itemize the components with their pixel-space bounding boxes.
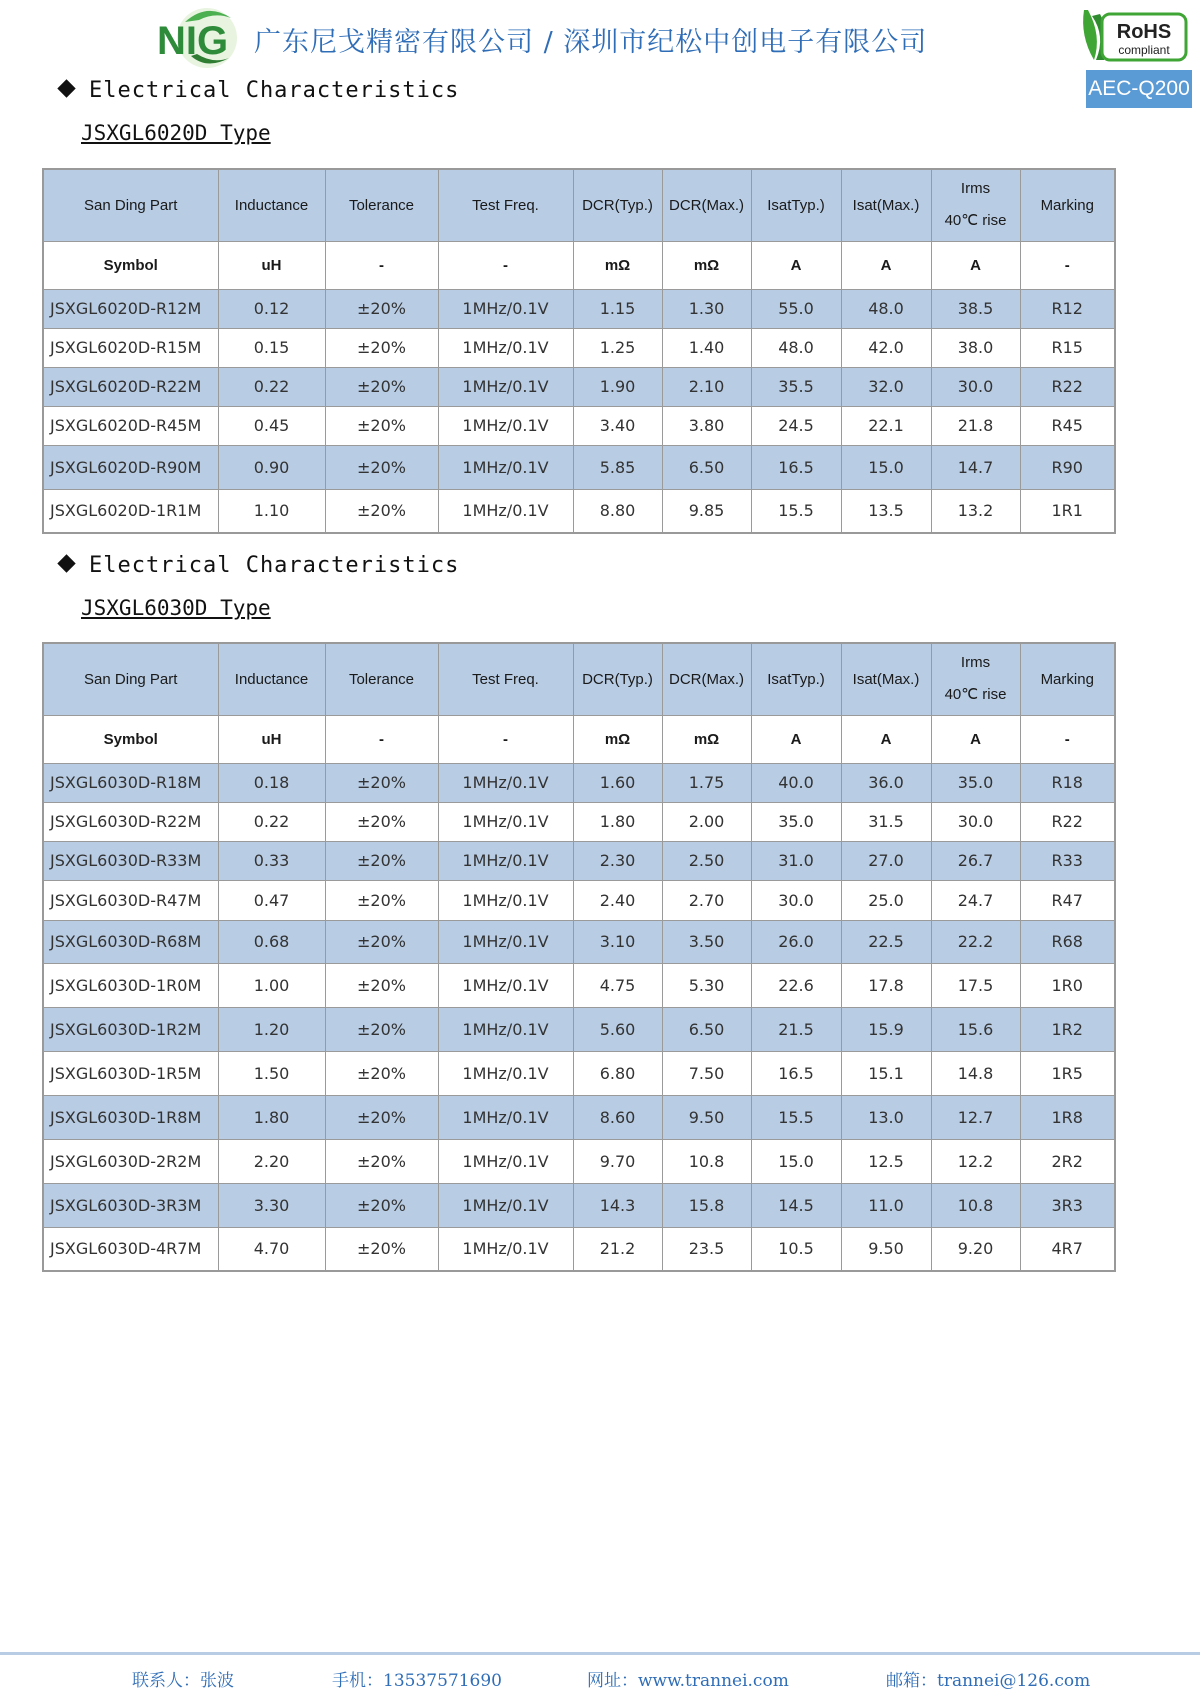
rohs-badge: [1078, 6, 1190, 64]
unit-cell: A: [931, 715, 1020, 763]
table-cell: ±20%: [325, 445, 438, 489]
table-cell: 24.7: [931, 880, 1020, 920]
table-cell: 0.15: [218, 328, 325, 367]
column-header: San Ding Part: [43, 169, 218, 241]
table-cell: 15.5: [751, 489, 841, 533]
table-cell: 15.5: [751, 1095, 841, 1139]
table-cell: 2.40: [573, 880, 662, 920]
table-cell: 4R7: [1020, 1227, 1115, 1271]
table-cell: 1MHz/0.1V: [438, 445, 573, 489]
footer-divider: [0, 1652, 1200, 1655]
table-row: [43, 920, 1115, 963]
unit-cell: mΩ: [573, 241, 662, 289]
table-cell: 1MHz/0.1V: [438, 289, 573, 328]
table-cell: 1R0: [1020, 963, 1115, 1007]
unit-cell: Symbol: [43, 241, 218, 289]
table-cell: 23.5: [662, 1227, 751, 1271]
irms-label: Irms: [960, 654, 991, 672]
table-row: [43, 841, 1115, 880]
table-row: [43, 802, 1115, 841]
table-cell: R15: [1020, 328, 1115, 367]
unit-cell: -: [438, 715, 573, 763]
table-cell: 26.0: [751, 920, 841, 963]
table-cell: 24.5: [751, 406, 841, 445]
table-cell: 1MHz/0.1V: [438, 1051, 573, 1095]
table-cell: 7.50: [662, 1051, 751, 1095]
table-cell: R47: [1020, 880, 1115, 920]
table-cell: R22: [1020, 802, 1115, 841]
table-cell: 1.00: [218, 963, 325, 1007]
footer-website[interactable]: 网址：www.trannei.com: [587, 1671, 789, 1691]
unit-cell: -: [325, 241, 438, 289]
part-number-cell: JSXGL6030D-R18M: [43, 763, 218, 802]
column-header: DCR(Max.): [662, 643, 751, 715]
table-cell: 1.50: [218, 1051, 325, 1095]
table-cell: 35.0: [931, 763, 1020, 802]
table-cell: 9.85: [662, 489, 751, 533]
type-title-2: JSXGL6030D Type: [81, 596, 271, 620]
table-cell: 9.50: [662, 1095, 751, 1139]
column-header: DCR(Max.): [662, 169, 751, 241]
table-cell: 48.0: [751, 328, 841, 367]
table-cell: R90: [1020, 445, 1115, 489]
table-cell: 0.90: [218, 445, 325, 489]
table-cell: 1.75: [662, 763, 751, 802]
company-name: 广东尼戈精密有限公司 / 深圳市纪松中创电子有限公司: [254, 27, 928, 58]
table-cell: 1R8: [1020, 1095, 1115, 1139]
table-cell: R22: [1020, 367, 1115, 406]
table-cell: 9.70: [573, 1139, 662, 1183]
table-cell: 15.0: [751, 1139, 841, 1183]
table-cell: 21.5: [751, 1007, 841, 1051]
table-cell: R45: [1020, 406, 1115, 445]
table-cell: 13.2: [931, 489, 1020, 533]
table-cell: ±20%: [325, 841, 438, 880]
table-cell: 2.10: [662, 367, 751, 406]
table-cell: 3.30: [218, 1183, 325, 1227]
column-header: San Ding Part: [43, 643, 218, 715]
part-number-cell: JSXGL6030D-R68M: [43, 920, 218, 963]
table-cell: 8.60: [573, 1095, 662, 1139]
table-row: [43, 489, 1115, 533]
unit-cell: uH: [218, 241, 325, 289]
column-header: Test Freq.: [438, 169, 573, 241]
table-cell: 17.5: [931, 963, 1020, 1007]
part-number-cell: JSXGL6030D-1R5M: [43, 1051, 218, 1095]
table-cell: ±20%: [325, 367, 438, 406]
table-cell: 3.10: [573, 920, 662, 963]
table-cell: 14.5: [751, 1183, 841, 1227]
unit-cell: A: [751, 241, 841, 289]
column-header: Marking: [1020, 169, 1115, 241]
table-cell: 31.0: [751, 841, 841, 880]
table-cell: ±20%: [325, 406, 438, 445]
table-cell: 2R2: [1020, 1139, 1115, 1183]
type-title-1: JSXGL6020D Type: [81, 121, 271, 145]
table-cell: 2.50: [662, 841, 751, 880]
table-cell: 1MHz/0.1V: [438, 763, 573, 802]
table-cell: 4.70: [218, 1227, 325, 1271]
unit-cell: -: [438, 241, 573, 289]
column-header: IsatTyp.): [751, 169, 841, 241]
table-cell: 3.40: [573, 406, 662, 445]
unit-cell: -: [325, 715, 438, 763]
table-cell: 1MHz/0.1V: [438, 963, 573, 1007]
irms-rise-label: 40℃ rise: [944, 212, 1007, 230]
column-header: Test Freq.: [438, 643, 573, 715]
table-row: [43, 1139, 1115, 1183]
table-cell: 1MHz/0.1V: [438, 328, 573, 367]
table-cell: ±20%: [325, 489, 438, 533]
table-cell: 1MHz/0.1V: [438, 841, 573, 880]
unit-cell: -: [1020, 715, 1115, 763]
table-cell: ±20%: [325, 1095, 438, 1139]
part-number-cell: JSXGL6030D-R22M: [43, 802, 218, 841]
part-number-cell: JSXGL6030D-1R2M: [43, 1007, 218, 1051]
table-cell: R12: [1020, 289, 1115, 328]
table-cell: 38.0: [931, 328, 1020, 367]
table-header-row: [43, 169, 1115, 241]
table-cell: 14.3: [573, 1183, 662, 1227]
part-number-cell: JSXGL6030D-1R8M: [43, 1095, 218, 1139]
table-cell: 26.7: [931, 841, 1020, 880]
table-cell: 2.30: [573, 841, 662, 880]
column-header: Tolerance: [325, 169, 438, 241]
table-cell: 6.80: [573, 1051, 662, 1095]
table-cell: 13.5: [841, 489, 931, 533]
part-number-cell: JSXGL6020D-R22M: [43, 367, 218, 406]
table-cell: 1MHz/0.1V: [438, 367, 573, 406]
column-header: [931, 643, 1020, 715]
table-cell: 1MHz/0.1V: [438, 920, 573, 963]
table-cell: 1.80: [573, 802, 662, 841]
table-cell: 15.8: [662, 1183, 751, 1227]
table-cell: 1.20: [218, 1007, 325, 1051]
part-number-cell: JSXGL6030D-4R7M: [43, 1227, 218, 1271]
column-header: DCR(Typ.): [573, 169, 662, 241]
unit-cell: A: [841, 241, 931, 289]
irms-rise-label: 40℃ rise: [944, 686, 1007, 704]
table-cell: ±20%: [325, 328, 438, 367]
unit-cell: Symbol: [43, 715, 218, 763]
table-cell: 1MHz/0.1V: [438, 1139, 573, 1183]
table-cell: 1MHz/0.1V: [438, 1095, 573, 1139]
table-cell: 6.50: [662, 445, 751, 489]
table-cell: 36.0: [841, 763, 931, 802]
footer-contact: 联系人：张波: [132, 1671, 234, 1691]
table-cell: 6.50: [662, 1007, 751, 1051]
column-header: IsatTyp.): [751, 643, 841, 715]
unit-cell: A: [931, 241, 1020, 289]
table-cell: 1MHz/0.1V: [438, 880, 573, 920]
unit-cell: mΩ: [662, 715, 751, 763]
table-cell: 0.33: [218, 841, 325, 880]
table-cell: 30.0: [931, 802, 1020, 841]
table-row: [43, 1183, 1115, 1227]
table-cell: R68: [1020, 920, 1115, 963]
table-cell: 3R3: [1020, 1183, 1115, 1227]
aec-q200-badge: AEC-Q200: [1086, 70, 1192, 108]
table-cell: 12.2: [931, 1139, 1020, 1183]
table-cell: 0.22: [218, 367, 325, 406]
table-cell: 32.0: [841, 367, 931, 406]
table-cell: 0.12: [218, 289, 325, 328]
part-number-cell: JSXGL6030D-3R3M: [43, 1183, 218, 1227]
unit-cell: -: [1020, 241, 1115, 289]
spec-table-6020d: [42, 168, 1116, 534]
table-row: [43, 963, 1115, 1007]
table-cell: 1.10: [218, 489, 325, 533]
nig-logo: [155, 4, 245, 74]
column-header: DCR(Typ.): [573, 643, 662, 715]
table-cell: 1R2: [1020, 1007, 1115, 1051]
part-number-cell: JSXGL6030D-R47M: [43, 880, 218, 920]
part-number-cell: JSXGL6020D-R45M: [43, 406, 218, 445]
table-cell: 15.1: [841, 1051, 931, 1095]
table-units-row: [43, 715, 1115, 763]
table-cell: 35.5: [751, 367, 841, 406]
table-cell: 5.30: [662, 963, 751, 1007]
table-cell: 15.0: [841, 445, 931, 489]
table-row: [43, 1051, 1115, 1095]
irms-label: Irms: [960, 180, 991, 198]
table-cell: 1R5: [1020, 1051, 1115, 1095]
table-cell: ±20%: [325, 289, 438, 328]
table-cell: 3.50: [662, 920, 751, 963]
column-header: Marking: [1020, 643, 1115, 715]
table-cell: ±20%: [325, 920, 438, 963]
table-cell: 2.70: [662, 880, 751, 920]
table-cell: 2.20: [218, 1139, 325, 1183]
table-row: [43, 763, 1115, 802]
table-cell: ±20%: [325, 763, 438, 802]
table-cell: 38.5: [931, 289, 1020, 328]
table-cell: 1MHz/0.1V: [438, 1227, 573, 1271]
column-header: Inductance: [218, 643, 325, 715]
table-cell: 10.8: [931, 1183, 1020, 1227]
unit-cell: mΩ: [662, 241, 751, 289]
table-cell: 21.2: [573, 1227, 662, 1271]
table-cell: 21.8: [931, 406, 1020, 445]
table-cell: 8.80: [573, 489, 662, 533]
table-cell: 42.0: [841, 328, 931, 367]
table-cell: 1.60: [573, 763, 662, 802]
column-header: Tolerance: [325, 643, 438, 715]
part-number-cell: JSXGL6020D-1R1M: [43, 489, 218, 533]
column-header: Isat(Max.): [841, 169, 931, 241]
section-title-2: [56, 553, 459, 578]
table-cell: 0.68: [218, 920, 325, 963]
table-cell: 1.80: [218, 1095, 325, 1139]
table-cell: ±20%: [325, 1183, 438, 1227]
unit-cell: A: [841, 715, 931, 763]
table-cell: 12.5: [841, 1139, 931, 1183]
table-cell: 11.0: [841, 1183, 931, 1227]
svg-text:NIG: NIG: [157, 19, 229, 63]
table-cell: ±20%: [325, 1139, 438, 1183]
table-cell: 0.45: [218, 406, 325, 445]
table-cell: 30.0: [931, 367, 1020, 406]
table-cell: 27.0: [841, 841, 931, 880]
table-row: [43, 880, 1115, 920]
column-header: [931, 169, 1020, 241]
table-row: [43, 289, 1115, 328]
table-cell: 16.5: [751, 445, 841, 489]
footer-email[interactable]: 邮箱：trannei@126.com: [886, 1671, 1091, 1691]
table-header-row: [43, 643, 1115, 715]
table-cell: 31.5: [841, 802, 931, 841]
table-cell: 48.0: [841, 289, 931, 328]
table-cell: 1R1: [1020, 489, 1115, 533]
table-cell: 22.6: [751, 963, 841, 1007]
column-header: Inductance: [218, 169, 325, 241]
section-title-text: Electrical Characteristics: [89, 78, 460, 103]
spec-table-6030d: [42, 642, 1116, 1272]
table-cell: 0.22: [218, 802, 325, 841]
table-row: [43, 1007, 1115, 1051]
table-row: [43, 1095, 1115, 1139]
table-cell: 15.9: [841, 1007, 931, 1051]
unit-cell: mΩ: [573, 715, 662, 763]
table-cell: 25.0: [841, 880, 931, 920]
section-title-1: [56, 78, 459, 103]
unit-cell: A: [751, 715, 841, 763]
diamond-bullet-icon: [57, 554, 75, 572]
table-cell: 15.6: [931, 1007, 1020, 1051]
table-cell: ±20%: [325, 1227, 438, 1271]
svg-text:RoHS: RoHS: [1116, 21, 1172, 43]
table-cell: 1MHz/0.1V: [438, 1183, 573, 1227]
table-row: [43, 1227, 1115, 1271]
table-cell: R33: [1020, 841, 1115, 880]
table-cell: 1MHz/0.1V: [438, 802, 573, 841]
table-cell: 22.1: [841, 406, 931, 445]
table-cell: 12.7: [931, 1095, 1020, 1139]
svg-text:compliant: compliant: [1118, 43, 1170, 57]
table-cell: 13.0: [841, 1095, 931, 1139]
part-number-cell: JSXGL6030D-1R0M: [43, 963, 218, 1007]
table-row: [43, 406, 1115, 445]
table-cell: 1.15: [573, 289, 662, 328]
table-cell: ±20%: [325, 963, 438, 1007]
table-cell: 2.00: [662, 802, 751, 841]
table-cell: 40.0: [751, 763, 841, 802]
unit-cell: uH: [218, 715, 325, 763]
table-cell: R18: [1020, 763, 1115, 802]
table-row: [43, 328, 1115, 367]
table-cell: 1.40: [662, 328, 751, 367]
table-cell: 1.25: [573, 328, 662, 367]
table-cell: 5.60: [573, 1007, 662, 1051]
table-cell: 16.5: [751, 1051, 841, 1095]
table-cell: 22.2: [931, 920, 1020, 963]
diamond-bullet-icon: [57, 79, 75, 97]
table-cell: ±20%: [325, 1007, 438, 1051]
table-cell: 4.75: [573, 963, 662, 1007]
table-cell: 55.0: [751, 289, 841, 328]
table-cell: 30.0: [751, 880, 841, 920]
table-cell: 1MHz/0.1V: [438, 406, 573, 445]
table-cell: 1.90: [573, 367, 662, 406]
table-row: [43, 445, 1115, 489]
part-number-cell: JSXGL6030D-R33M: [43, 841, 218, 880]
table-cell: 10.8: [662, 1139, 751, 1183]
table-cell: 14.7: [931, 445, 1020, 489]
table-cell: 10.5: [751, 1227, 841, 1271]
table-cell: ±20%: [325, 880, 438, 920]
table-cell: 0.47: [218, 880, 325, 920]
section-title-text: Electrical Characteristics: [89, 553, 460, 578]
table-cell: 1MHz/0.1V: [438, 489, 573, 533]
table-cell: 0.18: [218, 763, 325, 802]
table-cell: 1MHz/0.1V: [438, 1007, 573, 1051]
table-cell: 22.5: [841, 920, 931, 963]
part-number-cell: JSXGL6020D-R15M: [43, 328, 218, 367]
table-cell: 5.85: [573, 445, 662, 489]
table-cell: ±20%: [325, 802, 438, 841]
table-cell: 1.30: [662, 289, 751, 328]
table-cell: 9.20: [931, 1227, 1020, 1271]
table-cell: 35.0: [751, 802, 841, 841]
table-cell: 3.80: [662, 406, 751, 445]
part-number-cell: JSXGL6020D-R90M: [43, 445, 218, 489]
table-units-row: [43, 241, 1115, 289]
table-cell: ±20%: [325, 1051, 438, 1095]
table-cell: 17.8: [841, 963, 931, 1007]
footer-phone: 手机：13537571690: [332, 1671, 502, 1691]
table-row: [43, 367, 1115, 406]
part-number-cell: JSXGL6030D-2R2M: [43, 1139, 218, 1183]
column-header: Isat(Max.): [841, 643, 931, 715]
part-number-cell: JSXGL6020D-R12M: [43, 289, 218, 328]
table-cell: 9.50: [841, 1227, 931, 1271]
table-cell: 14.8: [931, 1051, 1020, 1095]
